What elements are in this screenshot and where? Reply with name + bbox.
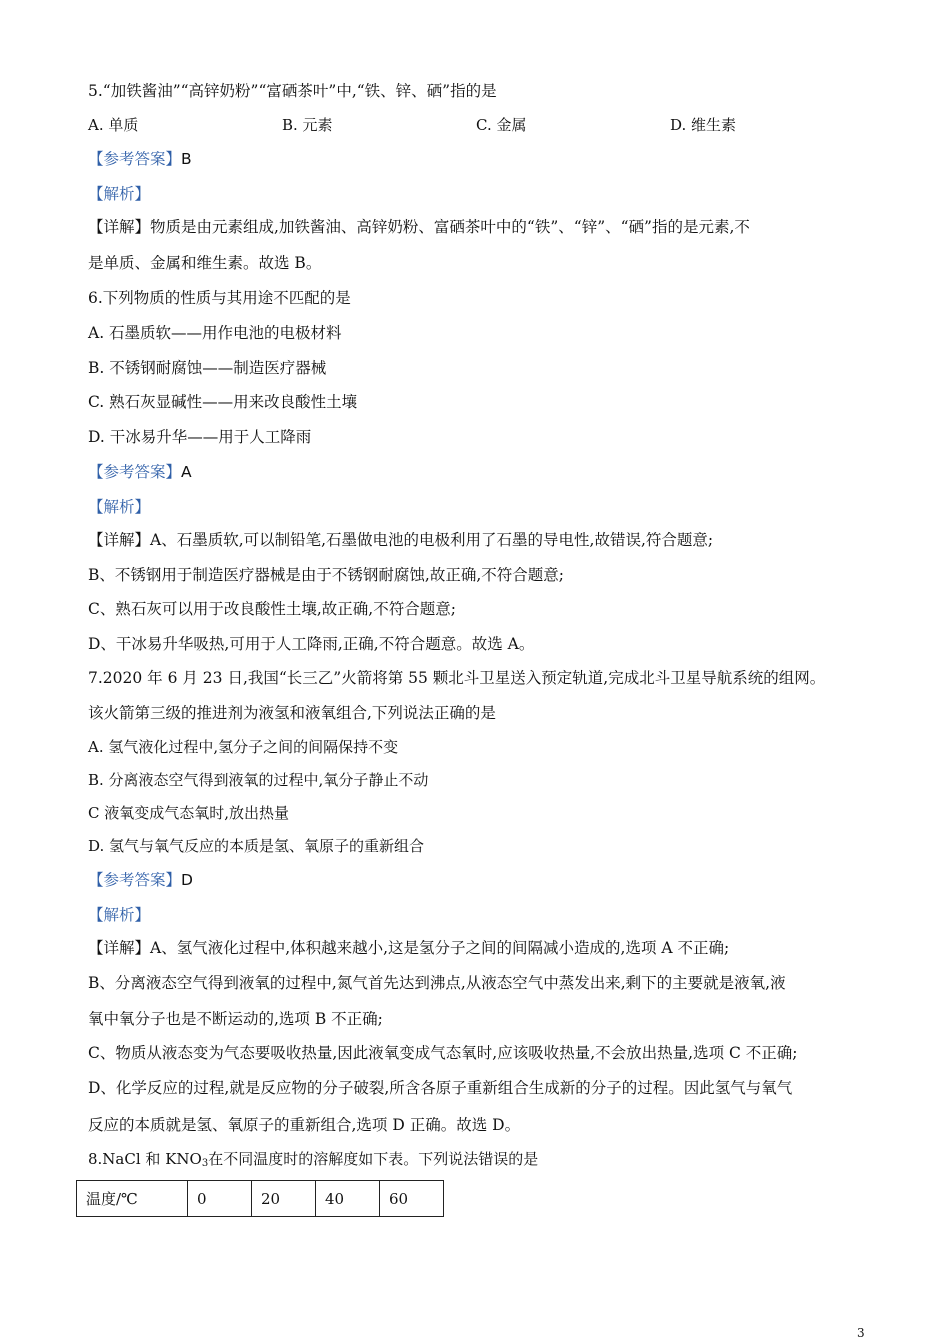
table-row — [77, 1181, 444, 1217]
q5-option-d: D. 维生素 — [670, 116, 737, 134]
q5-detail-line-1: 【详解】物质是由元素组成,加铁酱油、高锌奶粉、富硒茶叶中的“铁”、“锌”、“硒”指的是元素,不 — [88, 218, 750, 236]
q5-analysis-tag: 【解析】 — [88, 185, 151, 203]
q6-detail-line-2: B、不锈钢用于制造医疗器械是由于不锈钢耐腐蚀,故正确,不符合题意; — [88, 566, 564, 584]
q7-stem-line-1: 7.2020 年 6 月 23 日,我国“长三乙”火箭将第 55 颗北斗卫星送入预定轨道,完成北斗卫星导航系统的组网。 — [88, 669, 826, 687]
table-cell: 0 — [188, 1181, 252, 1217]
q6-analysis-tag: 【解析】 — [88, 498, 151, 516]
q7-option-c: C 液氧变成气态氧时,放出热量 — [88, 804, 290, 822]
q7-analysis-tag: 【解析】 — [88, 906, 151, 924]
q6-answer — [88, 462, 192, 482]
answer-value: B — [181, 150, 192, 168]
q7-detail-line-5: D、化学反应的过程,就是反应物的分子破裂,所含各原子重新组合生成新的分子的过程。因此氢气与氧气 — [88, 1079, 793, 1097]
q5-detail-line-2: 是单质、金属和维生素。故选 B。 — [88, 254, 322, 272]
q7-detail-line-6: 反应的本质就是氢、氧原子的重新组合,选项 D 正确。故选 D。 — [88, 1116, 521, 1134]
table-cell: 20 — [252, 1181, 316, 1217]
q5-option-c: C. 金属 — [476, 116, 527, 134]
q6-option-d: D. 干冰易升华——用于人工降雨 — [88, 428, 312, 446]
answer-tag: 【参考答案】 — [88, 150, 182, 168]
q6-option-c: C. 熟石灰显碱性——用来改良酸性土壤 — [88, 393, 358, 411]
table-cell-temperature-label: 温度/℃ — [77, 1181, 188, 1217]
q8-stem: 8.NaCl 和 $KNO_3$在不同温度时的溶解度如下表。下列说法错误的是 — [88, 1150, 539, 1169]
q5-option-a: A. 单质 — [88, 116, 139, 134]
q6-detail-line-1: 【详解】A、石墨质软,可以制铅笔,石墨做电池的电极利用了石墨的导电性,故错误,符合题意; — [88, 531, 714, 549]
q5-answer — [88, 149, 192, 169]
q5-option-b: B. 元素 — [282, 116, 333, 134]
answer-value: D — [181, 871, 193, 889]
q6-stem: 6.下列物质的性质与其用途不匹配的是 — [88, 289, 351, 307]
q5-stem: 5.“加铁酱油”“高锌奶粉”“富硒茶叶”中,“铁、锌、硒”指的是 — [88, 82, 497, 100]
q6-option-b: B. 不锈钢耐腐蚀——制造医疗器械 — [88, 359, 327, 377]
q7-option-a: A. 氢气液化过程中,氢分子之间的间隔保持不变 — [88, 738, 399, 756]
q6-detail-line-3: C、熟石灰可以用于改良酸性土壤,故正确,不符合题意; — [88, 600, 456, 618]
answer-tag: 【参考答案】 — [88, 871, 182, 889]
q7-stem-line-2: 该火箭第三级的推进剂为液氢和液氧组合,下列说法正确的是 — [88, 704, 496, 722]
q7-option-b: B. 分离液态空气得到液氧的过程中,氧分子静止不动 — [88, 771, 429, 789]
page-number: 3 — [857, 1326, 865, 1340]
q6-detail-line-4: D、干冰易升华吸热,可用于人工降雨,正确,不符合题意。故选 A。 — [88, 635, 535, 653]
q6-option-a: A. 石墨质软——用作电池的电极材料 — [88, 324, 342, 342]
table-cell: 60 — [380, 1181, 444, 1217]
q7-option-d: D. 氢气与氧气反应的本质是氢、氧原子的重新组合 — [88, 837, 425, 855]
q7-detail-line-1: 【详解】A、氢气液化过程中,体积越来越小,这是氢分子之间的间隔减小造成的,选项 A 不正确; — [88, 939, 730, 957]
solubility-table — [76, 1180, 444, 1217]
q7-detail-line-3: 氧中氧分子也是不断运动的,选项 B 不正确; — [88, 1010, 383, 1028]
table-cell: 40 — [316, 1181, 380, 1217]
q7-detail-line-2: B、分离液态空气得到液氧的过程中,氮气首先达到沸点,从液态空气中蒸发出来,剩下的主要就是液氧,液 — [88, 974, 786, 992]
q7-detail-line-4: C、物质从液态变为气态要吸收热量,因此液氧变成气态氧时,应该吸收热量,不会放出热量,选项 C 不正确; — [88, 1044, 798, 1062]
answer-value: A — [181, 463, 192, 481]
answer-tag: 【参考答案】 — [88, 463, 182, 481]
q7-answer — [88, 870, 193, 890]
